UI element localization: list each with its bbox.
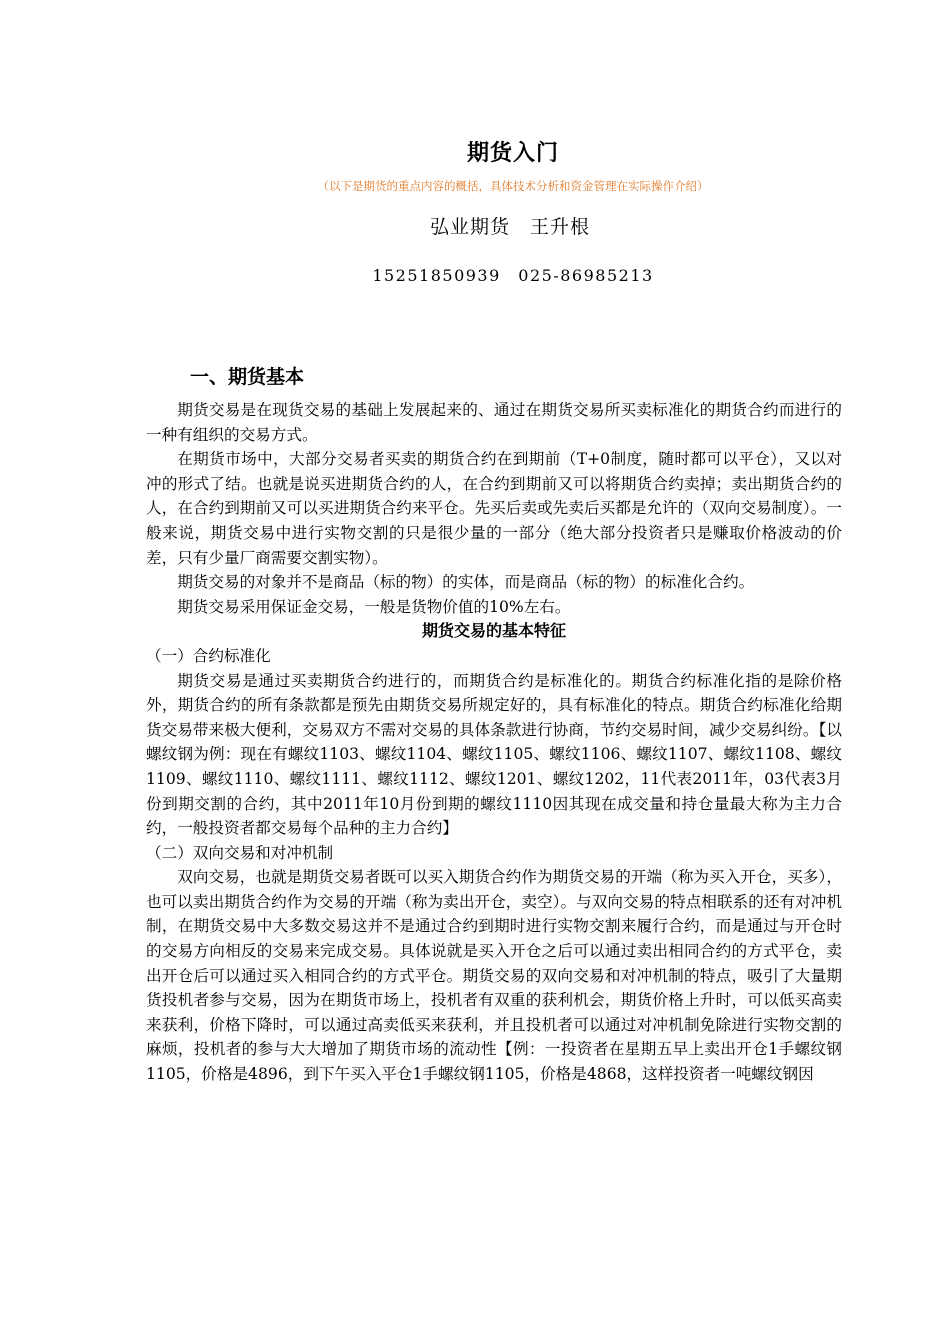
paragraph-definition: 期货交易是在现货交易的基础上发展起来的、通过在期货交易所买卖标准化的期货合约而进行的一种有组织的交易方式。 <box>146 401 842 444</box>
phone-numbers: 15251850939 025-86985213 <box>372 266 654 285</box>
document-title: 期货入门 <box>466 140 559 166</box>
item2-text: 双向交易，也就是期货交易者既可以买入期货合约作为期货交易的开端（称为买入开仓，买多），也可以卖出期货合约作为交易的开端（称为卖出开仓，卖空）。与双向交易的特点相联系的还有对冲机制，在期货交易中大多数交易这并不是通过合约到期时进行实物交割来履行合约，而是通过与开仓时的交易方向相反的交易来完成交易。具体说就是买入开仓之后可以通过卖出相同合约的方式平仓，卖出开仓后可以通过买入相同合约的方式平仓。期货交易的双向交易和对冲机制的特点，吸引了大量期货投机者参与交易，因为在期货市场上，投机者有双重的获利机会，期货价格上升时，可以低买高卖来获利，价格下降时，可以通过高卖低买来获利，并且投机者可以通过对冲机制免除进行实物交割的麻烦，投机者的参与大大增加了期货市场的流动性【例：一投资者在星期五早上卖出开仓1手螺纹钢1105，价格是4896，到下午买入平仓1手螺纹钢1105，价格是4868，这样投资者一吨螺纹钢因 <box>146 868 842 1084</box>
paragraph-object: 期货交易的对象并不是商品（标的物）的实体，而是商品（标的物）的标准化合约。 <box>177 573 755 592</box>
body-text <box>146 398 842 1087</box>
paragraph-offset: 在期货市场中，大部分交易者买卖的期货合约在到期前（T+0制度，随时都可以平仓），又以对冲的形式了结。也就是说买进期货合约的人，在合约到期前又可以将期货合约卖掉；卖出期货合约的人，在合约到期前又可以买进期货合约来平仓。先买后卖或先卖后买都是允许的（双向交易制度）。一般来说，期货交易中进行实物交割的只是很少量的一部分（绝大部分投资者只是赚取价格波动的价差，只有少量厂商需要交割实物）。 <box>146 450 842 567</box>
item1-heading: （一）合约标准化 <box>146 646 271 665</box>
paragraph-margin: 期货交易采用保证金交易，一般是货物价值的10%左右。 <box>177 597 571 616</box>
item2-heading: （二）双向交易和对冲机制 <box>146 843 334 862</box>
item1-text: 期货交易是通过买卖期货合约进行的，而期货合约是标准化的。期货合约标准化指的是除价格外，期货合约的所有条款都是预先由期货交易所规定好的，具有标准化的特点。期货合约标准化给期货交易带来极大便利，交易双方不需对交易的具体条款进行协商，节约交易时间，减少交易纠纷。【以螺纹钢为例：现在有螺纹1103、螺纹1104、螺纹1105、螺纹1106、螺纹1107、螺纹1108、螺纹1109、螺纹1110、螺纹1111、螺纹1112、螺纹1201、螺纹1202，11代表2011年，03代表3月份到期交割的合约，其中2011年10月份到期的螺纹1110因其现在成交量和持仓量最大称为主力合约，一般投资者都交易每个品种的主力合约】 <box>146 671 842 838</box>
document-subtitle: （以下是期货的重点内容的概括，具体技术分析和资金管理在实际操作介绍） <box>317 179 709 193</box>
section-heading-basics: 一、期货基本 <box>190 366 305 388</box>
author-line: 弘业期货 王升根 <box>429 216 590 238</box>
features-heading: 期货交易的基本特征 <box>421 621 566 641</box>
